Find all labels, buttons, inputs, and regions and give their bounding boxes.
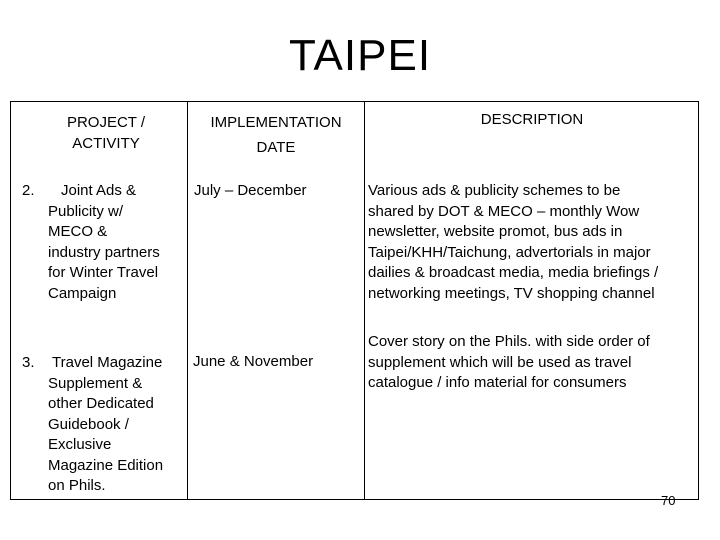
description-line: shared by DOT & MECO – monthly Wow (368, 202, 640, 220)
header-project-activity (41, 113, 171, 154)
activity-line: Guidebook / (48, 415, 129, 433)
header-text: ACTIVITY (72, 134, 140, 152)
description-line: Taipei/KHH/Taichung, advertorials in major (368, 243, 651, 261)
description-line: dailies & broadcast media, media briefings / (368, 264, 659, 281)
page-number: 70 (661, 493, 676, 508)
header-text: DATE (256, 139, 296, 156)
activity-line: on Phils. (48, 477, 106, 494)
row-date: June & November (193, 353, 314, 370)
row-number: 3. (22, 354, 35, 371)
activity-line: for Winter Travel (48, 264, 159, 281)
activity-line: Campaign (48, 284, 117, 302)
row-description (368, 181, 698, 304)
activity-line: MECO & (48, 223, 108, 240)
description-line: Various ads & publicity schemes to be (368, 182, 621, 199)
activity-table (10, 101, 699, 500)
description-line: catalogue / info material for consumers (368, 374, 627, 391)
activity-line: industry partners (48, 243, 160, 261)
description-line: Cover story on the Phils. with side order of (368, 333, 650, 350)
column-divider (364, 102, 365, 499)
activity-line: Magazine Edition (48, 456, 164, 474)
row-date: July – December (194, 182, 307, 199)
header-text: PROJECT / (66, 114, 146, 131)
activity-line: Exclusive (48, 436, 112, 453)
description-line: networking meetings, TV shopping channel (368, 284, 655, 302)
column-divider (187, 102, 188, 499)
activity-line: other Dedicated (48, 395, 154, 412)
row-activity (48, 181, 186, 304)
header-implementation-date (191, 110, 361, 160)
slide-title: TAIPEI (288, 31, 432, 80)
activity-line: Publicity w/ (48, 202, 124, 220)
row-activity (48, 353, 186, 497)
row-number: 2. (22, 182, 35, 199)
row-description (368, 332, 698, 394)
activity-line: Joint Ads & (61, 182, 137, 199)
header-text: IMPLEMENTATION (210, 114, 342, 131)
description-line: supplement which will be used as travel (368, 353, 632, 371)
activity-line: Supplement & (48, 374, 143, 392)
activity-line: Travel Magazine (52, 354, 163, 371)
description-line: newsletter, website promot, bus ads in (368, 223, 623, 240)
header-description: DESCRIPTION (480, 111, 584, 128)
